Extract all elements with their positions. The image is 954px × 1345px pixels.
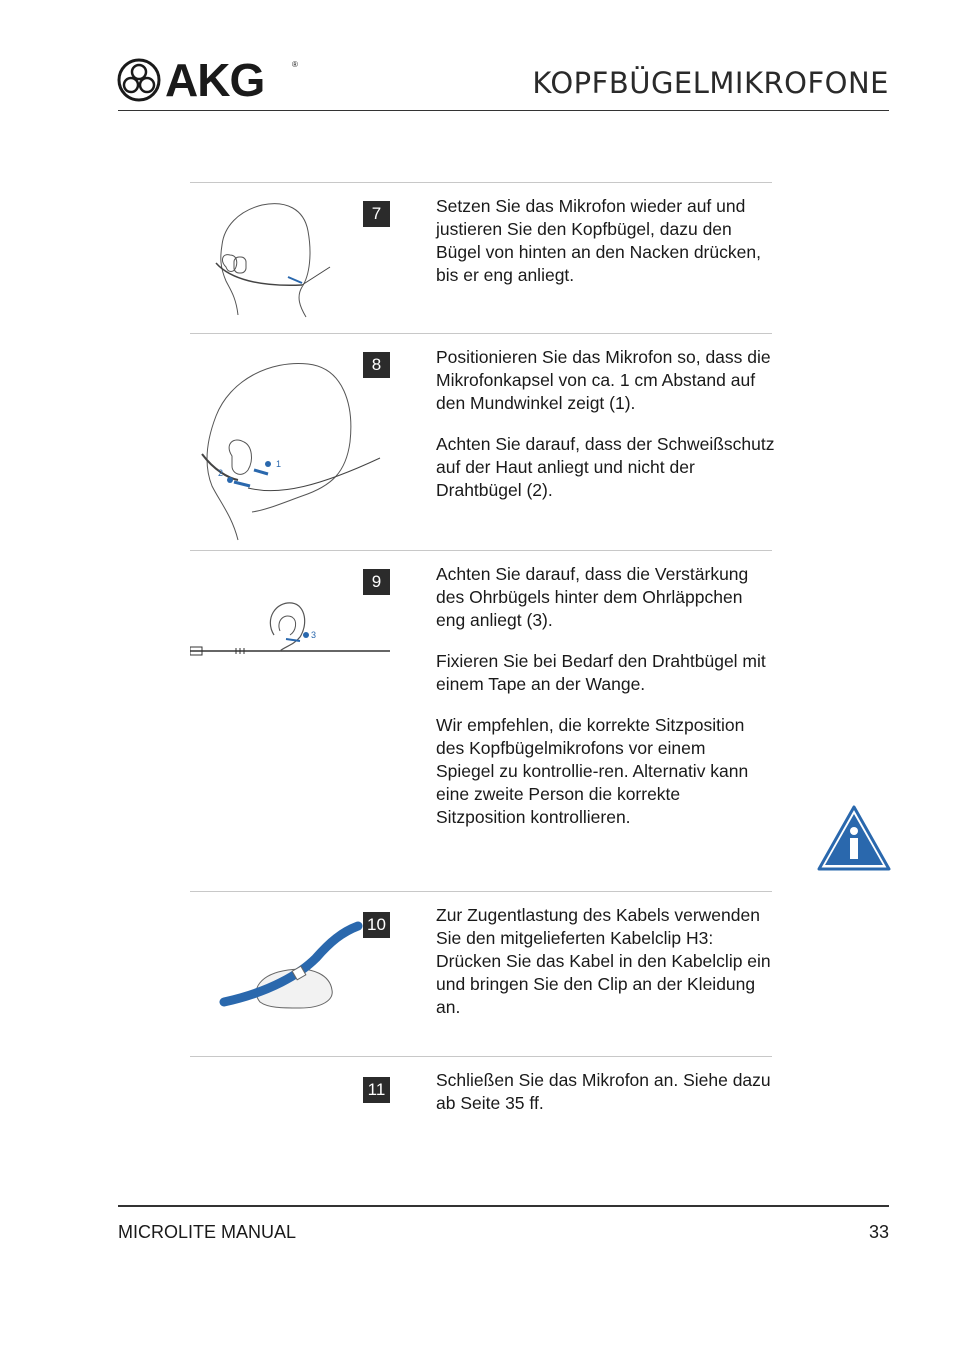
info-icon <box>817 805 891 871</box>
step-number-badge: 7 <box>363 201 390 227</box>
akg-logo <box>117 54 302 106</box>
head-microphone-position-illustration <box>190 346 390 546</box>
step-paragraph: Zur Zugentlastung des Kabels verwenden Sie den mitgelieferten Kabelclip H3: Drücken Sie das Kabel in den Kabelclip ein und bringen Sie den Clip an der Kleidung an. <box>436 905 771 1017</box>
step-text <box>436 195 776 305</box>
step-number-badge: 9 <box>363 569 390 595</box>
step-paragraph: Schließen Sie das Mikrofon an. Siehe dazu ab Seite 35 ff. <box>436 1070 771 1113</box>
step-text <box>436 904 776 1037</box>
steps-list <box>190 182 775 1127</box>
callout-label: 3 <box>311 630 317 640</box>
step-paragraph: Wir empfehlen, die korrekte Sitzposition des Kopfbügelmikrofons vor einem Spiegel zu kontrollie-ren. Alternativ kann eine zweite Person die korrekte Sitzposition kontrollieren. <box>436 715 749 827</box>
step-7 <box>190 182 772 333</box>
step-9 <box>190 550 772 891</box>
step-11 <box>190 1056 772 1127</box>
callout-label: 2 <box>218 468 224 478</box>
step-text <box>436 346 776 520</box>
registered-mark: ® <box>292 60 298 69</box>
step-paragraph: Achten Sie darauf, dass der Schweißschutz auf der Haut anliegt und nicht der Drahtbügel (2). <box>436 434 775 500</box>
step-paragraph: Setzen Sie das Mikrofon wieder auf und justieren Sie den Kopfbügel, dazu den Bügel von hinten an den Nacken drücken, bis er eng anliegt. <box>436 196 761 285</box>
step-number-badge: 8 <box>363 352 390 378</box>
step-paragraph: Achten Sie darauf, dass die Verstärkung des Ohrbügels hinter dem Ohrläppchen eng anliegt (3). <box>436 564 749 630</box>
manual-name: MICROLITE MANUAL <box>118 1222 297 1242</box>
head-headset-side-illustration <box>190 197 390 322</box>
akg-logo-mark-icon <box>117 58 161 102</box>
header-divider <box>118 110 889 111</box>
step-paragraph: Fixieren Sie bei Bedarf den Drahtbügel mit einem Tape an der Wange. <box>436 651 766 694</box>
step-text <box>436 1069 776 1133</box>
page-number: 33 <box>868 1222 889 1242</box>
callout-label: 1 <box>276 459 282 469</box>
cable-clip-illustration <box>190 918 390 1018</box>
footer-divider <box>118 1205 889 1207</box>
step-8 <box>190 333 775 550</box>
step-paragraph: Positionieren Sie das Mikrofon so, dass die Mikrofonkapsel von ca. 1 cm Abstand auf den Mundwinkel zeigt (1). <box>436 347 771 413</box>
step-text <box>436 563 766 847</box>
brand-name: AKG <box>165 54 265 106</box>
page-title: KOPFBÜGELMIKROFONE <box>532 66 889 100</box>
step-number-badge: 10 <box>363 912 390 938</box>
earhook-illustration <box>190 595 390 665</box>
step-10 <box>190 891 772 1056</box>
step-number-badge: 11 <box>363 1077 390 1103</box>
